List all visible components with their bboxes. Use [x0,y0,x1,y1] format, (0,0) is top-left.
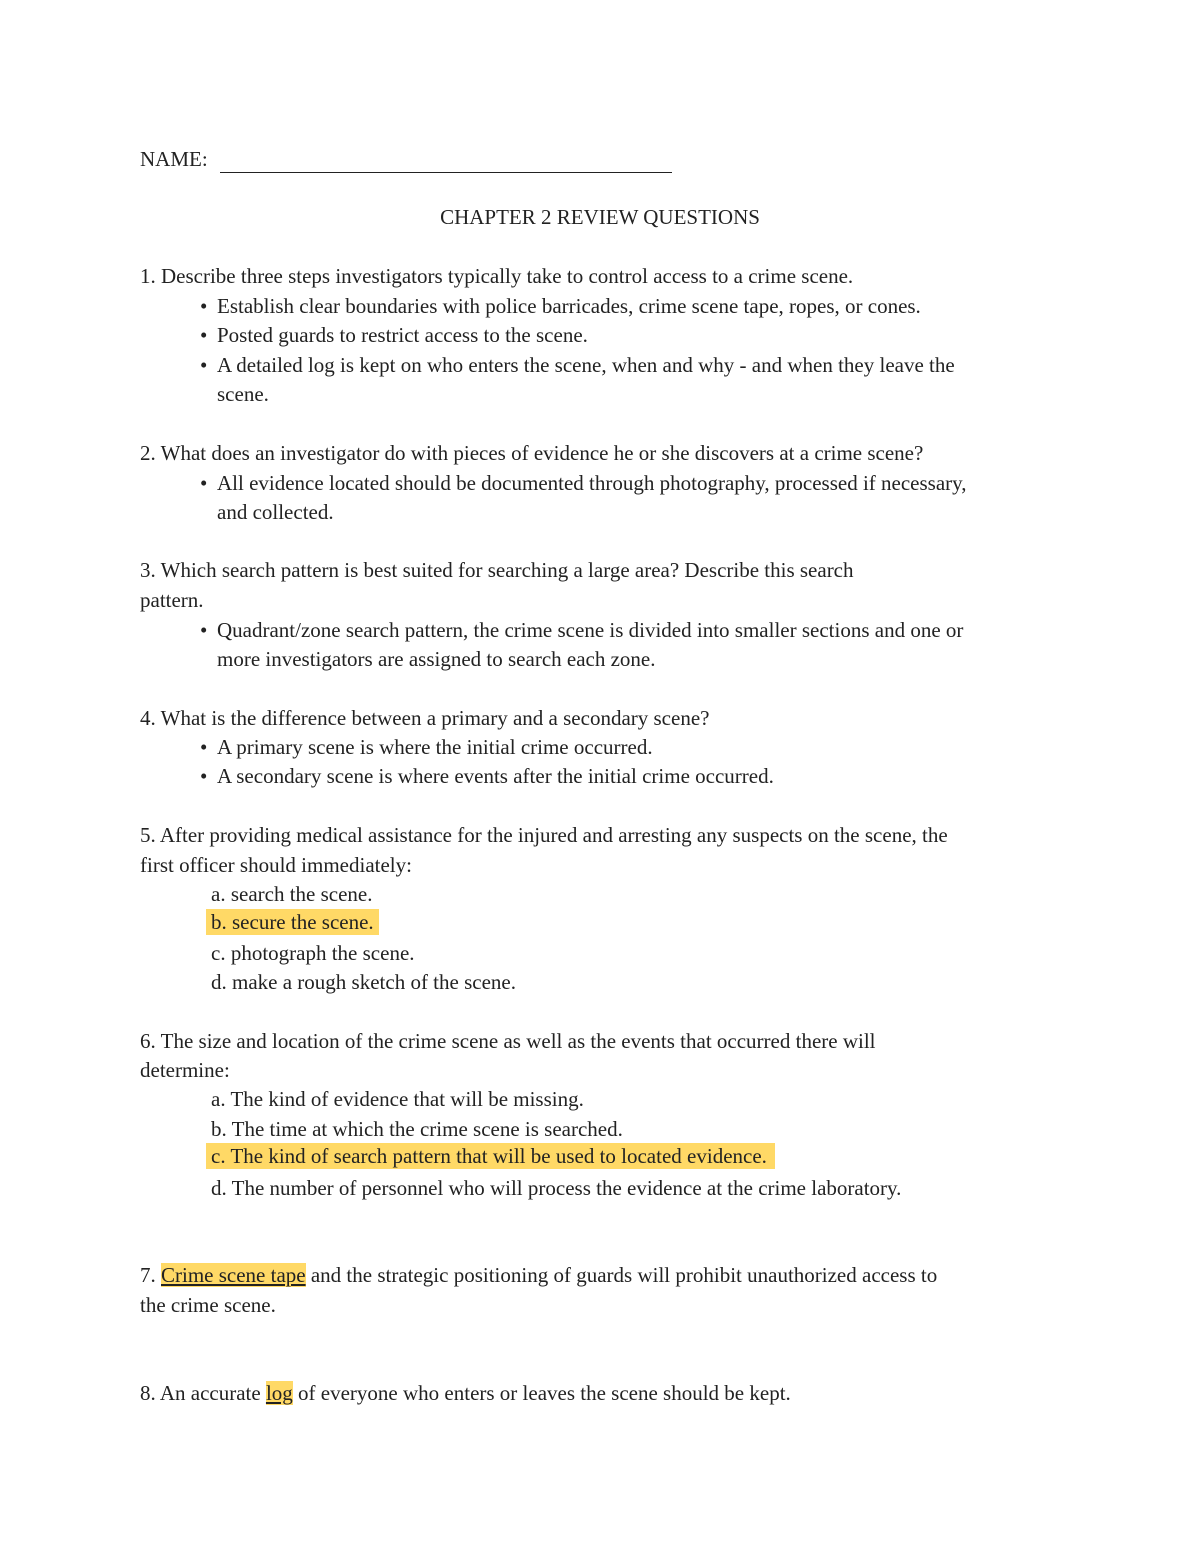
name-label: NAME: [140,147,208,171]
bullet-text: Posted guards to restrict access to the scene. [217,323,588,347]
question-6-option-a: a. The kind of evidence that will be missing. [211,1087,584,1111]
name-blank-line[interactable] [220,172,672,173]
question-3-bullet-1-continued: more investigators are assigned to search each zone. [217,647,656,671]
question-3-text-continued: pattern. [140,588,204,612]
question-8-answer-highlighted: log [265,1381,293,1405]
question-8-line [140,1380,791,1406]
bullet-text: A secondary scene is where events after the initial crime occurred. [217,764,774,788]
question-7-number: 7. [140,1263,156,1287]
bullet-glyph: • [200,764,208,788]
bullet-glyph: • [200,353,208,377]
question-6-option-b: b. The time at which the crime scene is searched. [211,1117,623,1141]
bullet-text: All evidence located should be documented through photography, processed if necessary, [217,471,967,495]
bullet-text: A detailed log is kept on who enters the scene, when and why - and when they leave the [217,353,955,377]
question-4-bullet-1 [200,734,653,760]
page-title: CHAPTER 2 REVIEW QUESTIONS [440,205,760,229]
question-5-text: 5. After providing medical assistance for the injured and arresting any suspects on the scene, the [140,823,948,847]
question-4-bullet-2 [200,763,774,789]
bullet-text: Quadrant/zone search pattern, the crime scene is divided into smaller sections and one or [217,618,964,642]
bullet-text: Establish clear boundaries with police barricades, crime scene tape, ropes, or cones. [217,294,921,318]
question-8-prefix: 8. An accurate [140,1381,266,1405]
question-7-text: and the strategic positioning of guards will prohibit unauthorized access to [305,1263,938,1287]
question-5-option-c: c. photograph the scene. [211,941,415,965]
question-1-bullet-1 [200,293,921,319]
question-4-text: 4. What is the difference between a primary and a secondary scene? [140,706,710,730]
question-3-bullet-1 [200,617,963,643]
question-5-option-b-highlighted: b. secure the scene. [206,909,379,935]
question-1-text: 1. Describe three steps investigators typically take to control access to a crime scene. [140,264,854,288]
question-6-text-continued: determine: [140,1058,230,1082]
question-2-bullet-1-continued: and collected. [217,500,334,524]
bullet-text: A primary scene is where the initial crime occurred. [217,735,653,759]
question-5-option-d: d. make a rough sketch of the scene. [211,970,516,994]
question-3-text: 3. Which search pattern is best suited for searching a large area? Describe this search [140,558,854,582]
question-7-answer-highlighted: Crime scene tape [161,1263,306,1287]
question-8-suffix: of everyone who enters or leaves the scene should be kept. [292,1381,791,1405]
bullet-glyph: • [200,323,208,347]
question-2-bullet-1 [200,470,967,496]
question-2-text: 2. What does an investigator do with pieces of evidence he or she discovers at a crime scene? [140,441,924,465]
bullet-glyph: • [200,618,208,642]
question-1-bullet-3 [200,352,955,378]
question-5-option-a: a. search the scene. [211,882,373,906]
bullet-glyph: • [200,471,208,495]
question-7-line-1 [140,1262,937,1288]
question-6-text: 6. The size and location of the crime scene as well as the events that occurred there will [140,1029,876,1053]
question-1-bullet-3-continued: scene. [217,382,269,406]
bullet-glyph: • [200,294,208,318]
bullet-glyph: • [200,735,208,759]
question-7-line-2: the crime scene. [140,1293,276,1317]
question-1-bullet-2 [200,322,588,348]
question-5-text-continued: first officer should immediately: [140,853,412,877]
question-6-option-d: d. The number of personnel who will process the evidence at the crime laboratory. [211,1176,902,1200]
question-6-option-c-highlighted: c. The kind of search pattern that will be used to located evidence. [206,1143,775,1169]
